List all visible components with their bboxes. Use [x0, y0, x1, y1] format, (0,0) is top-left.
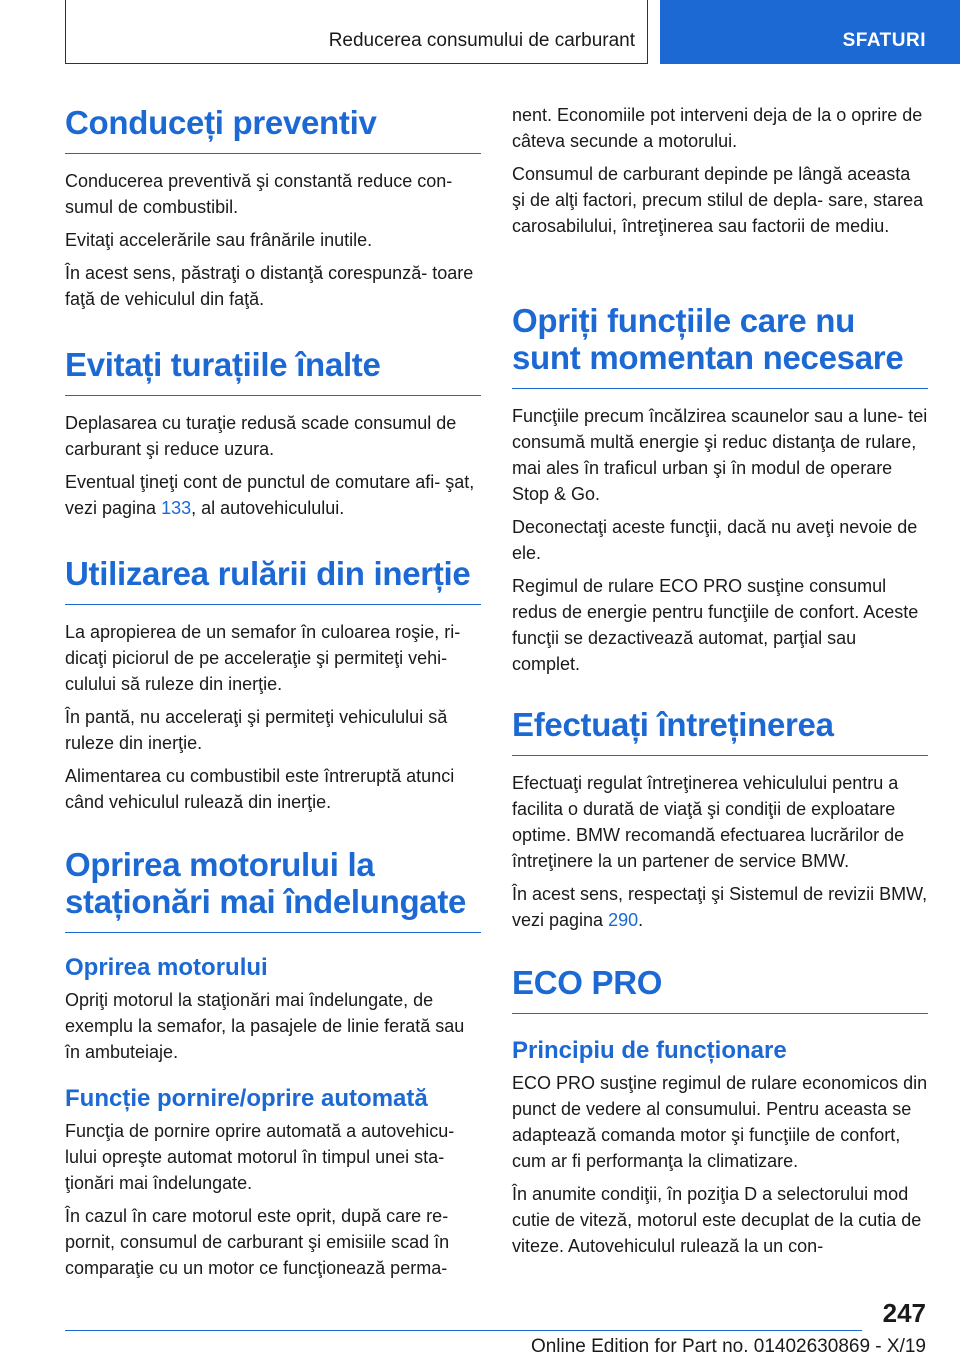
- paragraph: ECO PRO susţine regimul de rulare economicos din punct de vedere al consumului. Pentru aceasta se adaptează comanda motor şi funcţiile de confort, cum ar fi performanţa la climatizare.: [512, 1073, 928, 1171]
- section-evitati-turatiile: [65, 346, 481, 528]
- paragraph: Funcţia de pornire oprire automată a autovehicu‐ lului opreşte automat motorul în timpul unei sta‐ ţionări mai îndelungate.: [65, 1121, 455, 1193]
- section-tab[interactable]: [660, 0, 960, 64]
- paragraph: Efectuaţi regulat întreţinerea vehiculului pentru a facilita o durată de viaţă şi condiţii de exploatare optime. BMW recomandă efectuarea lucrărilor de întreţinere la un partener de service BMW.: [512, 773, 905, 871]
- chapter-title: Reducerea consumului de carburant: [328, 30, 635, 51]
- text: În acest sens, respectaţi şi Sistemul de revizii BMW, vezi pagina: [512, 884, 928, 930]
- paragraph: Alimentarea cu combustibil este întreruptă atunci când vehiculul rulează din inerţie.: [65, 766, 455, 812]
- text: , al autovehiculului.: [191, 498, 345, 518]
- page-link-133[interactable]: 133: [161, 498, 192, 518]
- section-opriti-functiile: [512, 302, 928, 684]
- header-box: [65, 0, 648, 64]
- footer-divider: [65, 1330, 862, 1331]
- paragraph-with-link: [512, 881, 928, 933]
- continued-text: [512, 102, 928, 246]
- heading-intretinerea: Efectuați întreținerea: [512, 706, 928, 756]
- text: .: [638, 910, 644, 930]
- paragraph: Deplasarea cu turaţie redusă scade consumul de carburant şi reduce uzura.: [65, 413, 457, 459]
- paragraph: În pantă, nu acceleraţi şi permiteţi vehiculului să ruleze din inerţie.: [65, 707, 448, 753]
- heading-conduceti-preventiv: Conduceți preventiv: [65, 104, 481, 154]
- heading-rulare-inertie: Utilizarea rulării din inerție: [65, 555, 481, 605]
- paragraph-with-link: [65, 469, 481, 521]
- section-eco-pro: [512, 964, 928, 1266]
- section-conduceti-preventiv: [65, 104, 481, 319]
- subheading-oprirea-motorului: Oprirea motorului: [65, 954, 268, 981]
- section-oprirea-motorului: [65, 846, 481, 1288]
- page-link-290[interactable]: 290: [608, 910, 639, 930]
- heading-opriti-functiile: Opriți funcțiile care nu sunt momentan necesare: [512, 302, 928, 389]
- paragraph: nent. Economiile pot interveni deja de la o oprire de câteva secunde a motorului.: [512, 105, 923, 151]
- page-number: 247: [882, 1298, 926, 1328]
- section-intretinerea: [512, 706, 928, 940]
- paragraph: Regimul de rulare ECO PRO susţine consumul redus de energie pentru funcţiile de confort. Aceste funcţii se dezactivează automat, parţial sau complet.: [512, 576, 919, 674]
- subheading-principiu-functionare: Principiu de funcționare: [512, 1037, 787, 1064]
- section-rulare-inertie: [65, 555, 481, 822]
- paragraph: În cazul în care motorul este oprit, după care re‐ pornit, consumul de carburant şi emisiile scad în comparaţie cu un motor ce funcţionează perma‐: [65, 1206, 450, 1278]
- heading-evitati-turatiile: Evitați turațiile înalte: [65, 346, 481, 396]
- paragraph: Opriţi motorul la staţionări mai îndelungate, de exemplu la semafor, la pasajele de linie ferată sau în ambuteiaje.: [65, 990, 465, 1062]
- paragraph: Funcţiile precum încălzirea scaunelor sau a lune‐ tei consumă multă energie şi reduc distanţa de rulare, mai ales în traficul urban şi în modul de operare Stop & Go.: [512, 406, 928, 504]
- paragraph: În acest sens, păstraţi o distanţă corespunză‐ toare faţă de vehiculul din faţă.: [65, 263, 474, 309]
- text: Eventual ţineţi cont de punctul de comutare afi‐ şat, vezi pagina: [65, 472, 475, 518]
- section-tab-label: SFATURI: [842, 30, 926, 51]
- paragraph: La apropierea de un semafor în culoarea roşie, ri‐ dicaţi piciorul de pe acceleraţie şi permiteţi vehi‐ culului să ruleze din inerţie.: [65, 622, 461, 694]
- paragraph: În anumite condiţii, în poziţia D a selectorului mod cutie de viteză, motorul este decuplat de la cutia de viteze. Autovehiculul rulează la un con‐: [512, 1184, 922, 1256]
- heading-oprirea-motorului: Oprirea motorului la staționări mai îndelungate: [65, 846, 481, 933]
- paragraph: Evitaţi accelerările sau frânările inutile.: [65, 230, 373, 250]
- paragraph: Consumul de carburant depinde pe lângă aceasta şi de alţi factori, precum stilul de depla‐ sare, starea carosabilului, întreţinerea sau factorii de mediu.: [512, 164, 924, 236]
- paragraph: Deconectaţi aceste funcţii, dacă nu aveţi nevoie de ele.: [512, 517, 918, 563]
- footer-edition: Online Edition for Part no. 01402630869 - X/19: [530, 1336, 926, 1357]
- paragraph: Conducerea preventivă şi constantă reduce con‐ sumul de combustibil.: [65, 171, 453, 217]
- heading-eco-pro: ECO PRO: [512, 964, 928, 1014]
- subheading-functie-pornire-oprire: Funcție pornire/oprire automată: [65, 1085, 428, 1112]
